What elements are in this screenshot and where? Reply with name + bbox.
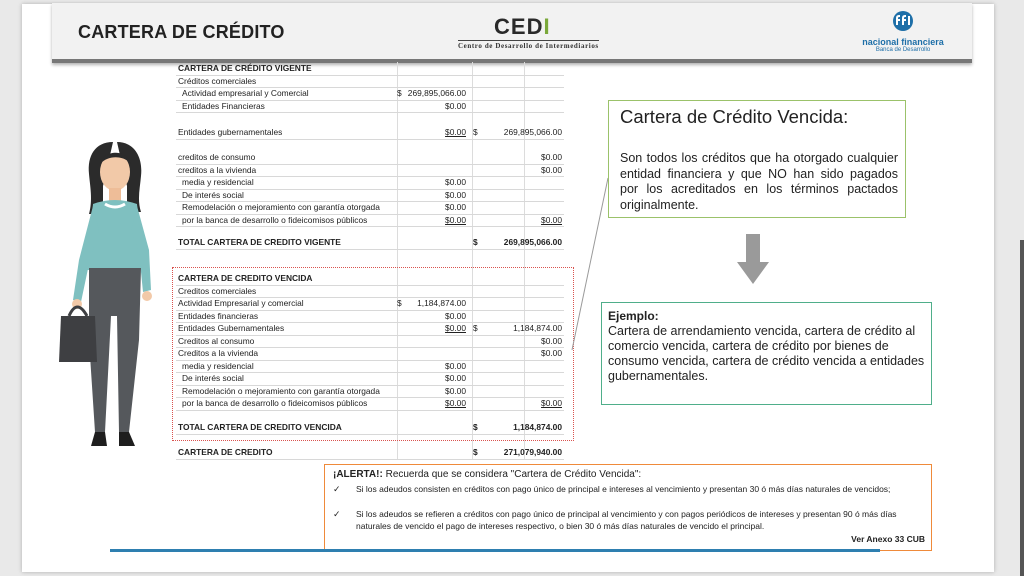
table-cell-label: TOTAL CARTERA DE CREDITO VENCIDA [178, 422, 342, 432]
table-row [176, 126, 564, 140]
table-cell-val2: 271,079,940.00 [503, 447, 562, 457]
table-cell-label: media y residencial [182, 360, 254, 371]
businesswoman-illustration [55, 140, 175, 452]
table-row [176, 214, 564, 228]
table-cell-val1: $0.00 [445, 202, 466, 212]
table-row [176, 62, 564, 76]
table-cell-val2: $0.00 [541, 348, 562, 358]
table-cell-val1: $0.00 [445, 214, 466, 225]
table-row [176, 236, 564, 250]
page-title: CARTERA DE CRÉDITO [78, 22, 285, 42]
nafin-logo-subtitle: Banca de Desarrollo [875, 47, 931, 53]
table-cell-val1: $0.00 [445, 385, 466, 396]
alert-heading: ¡ALERTA!: Recuerda que se considera "Cartera de Crédito Vencida": [333, 469, 642, 480]
table-cell-label: CARTERA DE CREDITO [178, 447, 273, 457]
alert-box: ¡ALERTA!: Recuerda que se considera "Cartera de Crédito Vencida": ✓ Si los adeudos consisten en créditos con pago único de principal e intereses al vencimiento y presentan 30 ó más días naturales de vencidos; ✓ Si los adeudos se refieren a créditos con pago único de principal al vencimiento y con pagos periódicos de intereses y presentan 90 ó más días naturales de vencido el pago de intereses respectivo, o bien 30 ó más días naturales de vencido el principal. Ver Anexo 33 CUB [324, 464, 932, 551]
cedi-logo [458, 16, 599, 50]
table-cell-label: De interés social [182, 189, 244, 200]
table-cell-label: CARTERA DE CREDITO VENCIDA [178, 273, 313, 283]
vencida-heading: Cartera de Crédito Vencida: [620, 106, 849, 127]
table-cell-val2: 269,895,066.00 [503, 237, 562, 247]
table-cell-val1: $0.00 [445, 100, 466, 111]
table-cell-val1: $0.00 [445, 189, 466, 200]
table-cell-val2: $0.00 [541, 152, 562, 162]
table-cell-dollar2: $ [473, 422, 478, 432]
table-row [176, 75, 564, 89]
table-cell-label: Créditos comerciales [178, 75, 257, 86]
table-cell-dollar2: $ [473, 323, 478, 333]
table-cell-label: Entidades gubernamentales [178, 127, 283, 137]
table-row [176, 151, 564, 165]
table-cell-label: Creditos a la vivienda [178, 348, 259, 358]
table-cell-val2: $0.00 [541, 214, 562, 225]
cedi-logo-subtitle: Centro de Desarrollo de Intermediarios [458, 42, 599, 50]
table-row [176, 100, 564, 114]
table-cell-val2: $0.00 [541, 398, 562, 408]
table-cell-label: por la banca de desarrollo o fideicomisos públicos [182, 398, 368, 408]
table-cell-label: Entidades Gubernamentales [178, 323, 285, 333]
bottom-accent-line [110, 549, 880, 552]
table-row [176, 176, 564, 190]
table-cell-label: Entidades financieras [178, 310, 259, 321]
checkmark-icon: ✓ [333, 484, 341, 494]
nafin-logo-icon [888, 10, 918, 32]
nafin-logo-name: nacional financiera [862, 37, 944, 47]
table-row [176, 446, 564, 460]
table-cell-val1: $0.00 [445, 127, 466, 137]
table-cell-val2: $0.00 [541, 164, 562, 175]
table-cell-label: media y residencial [182, 177, 254, 187]
checkmark-icon: ✓ [333, 509, 341, 519]
table-cell-label: Remodelación o mejoramiento con garantía otorgada [182, 202, 380, 212]
table-cell-dollar1: $ [397, 88, 402, 98]
table-cell-label: Actividad Empresarial y comercial [178, 298, 304, 308]
table-cell-val2: 1,184,874.00 [513, 323, 562, 333]
table-cell-val1: $0.00 [445, 310, 466, 321]
table-cell-label: Creditos al consumo [178, 335, 255, 346]
cedi-logo-word: CEDI [494, 14, 551, 39]
table-cell-val1: $0.00 [445, 360, 466, 371]
table-cell-label: por la banca de desarrollo o fideicomisos públicos [182, 214, 368, 225]
table-row [176, 87, 564, 101]
table-row [176, 164, 564, 178]
table-row [176, 201, 564, 215]
table-cell-dollar1: $ [397, 298, 402, 308]
example-box [601, 302, 932, 405]
table-cell-val2: $0.00 [541, 335, 562, 346]
vencida-definition-box [608, 100, 906, 218]
table-cell-label: Remodelación o mejoramiento con garantía otorgada [182, 385, 380, 396]
table-cell-label: Entidades Financieras [182, 100, 265, 111]
table-cell-dollar2: $ [473, 447, 478, 457]
vencida-body: Son todos los créditos que ha otorgado cualquier entidad financiera y que NO han sido pagados por los acreditados en los términos pactados originalmente. [620, 151, 898, 212]
table-cell-label: Actividad empresarial y Comercial [182, 88, 309, 98]
table-cell-val1: $0.00 [445, 373, 466, 383]
table-cell-val1: 1,184,874.00 [417, 298, 466, 308]
table-cell-val1: $0.00 [445, 323, 466, 333]
table-row [176, 189, 564, 203]
table-cell-label: TOTAL CARTERA DE CREDITO VIGENTE [178, 237, 341, 247]
table-cell-val2: 269,895,066.00 [503, 127, 562, 137]
table-cell-val2: 1,184,874.00 [513, 422, 562, 432]
table-cell-label: De interés social [182, 373, 244, 383]
nafin-logo [858, 10, 948, 54]
table-cell-label: creditos de consumo [178, 152, 256, 162]
table-cell-val1: $0.00 [445, 398, 466, 408]
table-cell-val1: 269,895,066.00 [407, 88, 466, 98]
table-cell-label: Creditos comerciales [178, 285, 257, 296]
table-cell-val1: $0.00 [445, 177, 466, 187]
edge-shadow [1020, 240, 1024, 576]
table-cell-label: CARTERA DE CRÉDITO VIGENTE [178, 63, 312, 73]
down-arrow-icon [737, 234, 769, 284]
table-cell-dollar2: $ [473, 127, 478, 137]
vencida-highlight-frame [172, 267, 574, 441]
example-heading: Ejemplo: [608, 309, 659, 323]
table-cell-dollar2: $ [473, 237, 478, 247]
alert-footer: Ver Anexo 33 CUB [851, 534, 925, 544]
table-cell-label: creditos a la vivienda [178, 164, 257, 175]
example-body: Cartera de arrendamiento vencida, cartera de crédito al comercio vencida, cartera de crédito por bienes de consumo vencida, cartera de crédito vencida a entidades gubernamentales. [608, 324, 925, 383]
